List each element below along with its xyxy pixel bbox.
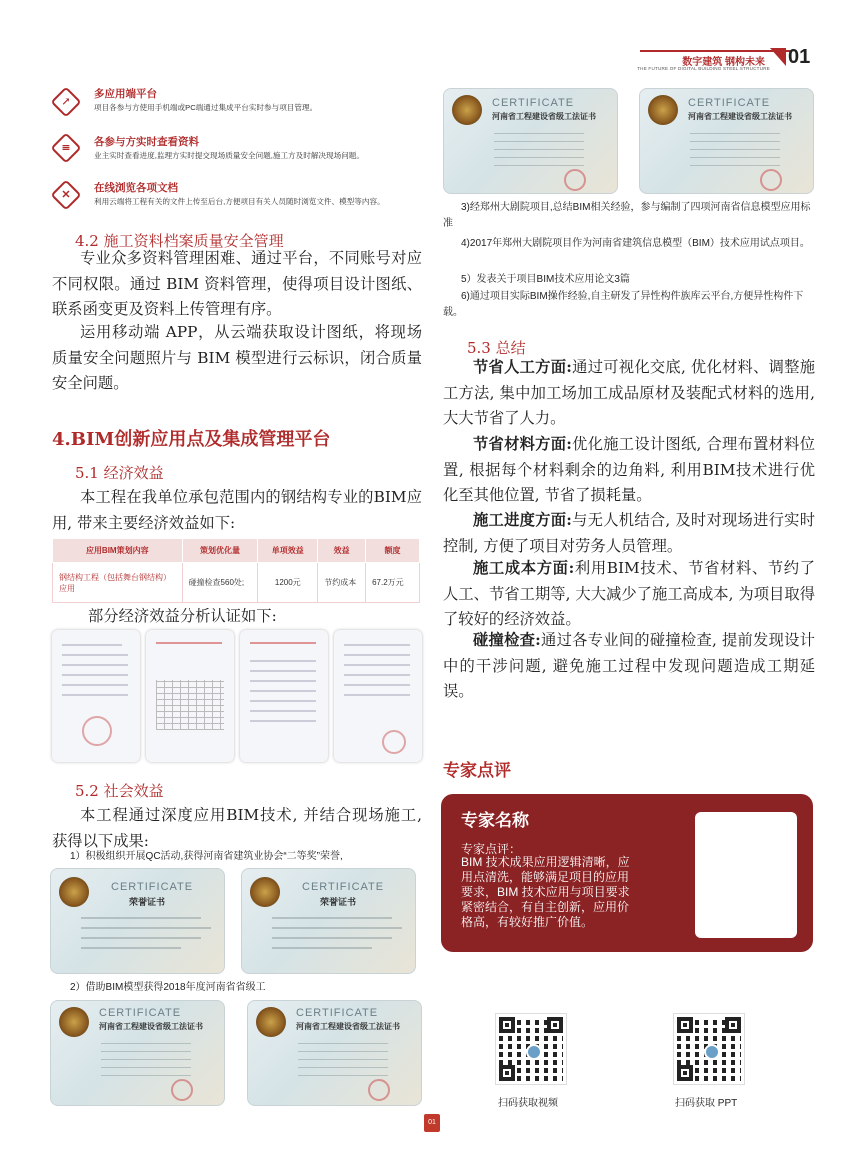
certificate-en-title: CERTIFICATE [111, 881, 194, 893]
summary-text: 利用BIM技术、节省材料、节约了人工、节省工期等, 大大减少了施工高成本, 为项目取得了较好的经济效益。 [443, 559, 815, 628]
table-header-cell: 应用BIM策划内容 [53, 539, 183, 563]
expert-comment-line: BIM 技术成果应用逻辑清晰，应 [461, 855, 630, 869]
summary-paragraph [443, 556, 815, 633]
expert-review-heading: 专家点评 [443, 761, 511, 780]
feature-desc: 项目各参与方使用手机端或PC端通过集成平台实时参与项目管理。 [94, 103, 318, 112]
expert-comment-line: 要求，BIM 技术应用与项目要求 [461, 885, 630, 899]
summary-text: 优化施工设计图纸, 合理布置材料位置, 根据每个材料剩余的边角料, 利用BIM技术进行优化至其他位置, 节省了损耗量。 [443, 435, 815, 504]
achievement-item-5: 5）发表关于项目BIM技术应用论文3篇 [461, 274, 630, 285]
summary-text: 通过可视化交底, 优化材料、调整施工方法, 集中加工场加工成品原材及装配式材料的选用, 大大节省了人力。 [443, 358, 815, 427]
certificate-document-image [52, 630, 140, 762]
certificate-cn-title: 荣誉证书 [320, 897, 357, 907]
table-header-cell: 单项效益 [258, 539, 318, 563]
ppt-qr-caption: 扫码获取 PPT [675, 1098, 738, 1109]
certificate-en-title: CERTIFICATE [296, 1007, 379, 1019]
expert-comment-line: 用点清洗，能够满足项目的应用 [461, 870, 630, 884]
construction-method-certificate-image [247, 1000, 422, 1106]
chart-up-icon: ↗ [50, 86, 81, 117]
achievement-item-6: 6)通过项目实际BIM操作经验,自主研发了异性构件族库云平台,方便异性构件下载。 [443, 291, 804, 318]
video-qr-code[interactable] [496, 1014, 566, 1084]
table-header-cell: 效益 [318, 539, 366, 563]
certificate-cn-title: 河南省工程建设省级工法证书 [688, 112, 792, 121]
certificate-en-title: CERTIFICATE [302, 881, 385, 893]
certificate-cn-title: 河南省工程建设省级工法证书 [99, 1022, 203, 1031]
certificate-en-title: CERTIFICATE [492, 97, 575, 109]
table-cell: 节约成本 [318, 563, 366, 603]
document-icon: ≡ [50, 132, 81, 163]
expert-comment-line: 紧密结合，有自主创新，应用价 [461, 900, 630, 914]
certificate-document-image [240, 630, 328, 762]
summary-paragraph [443, 355, 815, 432]
section-heading-4-2: 4.2 施工资料档案质量安全管理 [75, 232, 284, 250]
feature-title: 各参与方实时查看资料 [94, 136, 199, 148]
table-cell: 67.2万元 [366, 563, 420, 603]
section-heading-4: 4.BIM创新应用点及集成管理平台 [52, 429, 331, 450]
feature-title: 多应用端平台 [94, 88, 157, 100]
analysis-caption: 部分经济效益分析认证如下: [88, 607, 277, 625]
summary-label: 碰撞检查: [473, 631, 541, 649]
honor-certificate-image [50, 868, 225, 974]
ppt-qr-code[interactable] [674, 1014, 744, 1084]
achievement-item-2: 2）借助BIM模型获得2018年度河南省省级工 [70, 982, 266, 993]
expert-photo-placeholder [695, 812, 797, 938]
summary-paragraph [443, 432, 815, 509]
table-header-row [53, 539, 420, 563]
summary-paragraph [443, 628, 815, 705]
construction-method-certificate-image [443, 88, 618, 194]
video-qr-caption: 扫码获取视频 [498, 1098, 558, 1109]
table-header-cell: 策划优化量 [182, 539, 258, 563]
certificate-en-title: CERTIFICATE [688, 97, 771, 109]
summary-text: 与无人机结合, 及时对现场进行实时控制, 方便了项目对劳务人员管理。 [443, 511, 815, 555]
summary-label: 施工进度方面: [473, 511, 572, 529]
header-title: 数字建筑 钢构未来 [682, 57, 765, 68]
feature-desc: 业主实时查看进度,监理方实时提交现场质量安全问题,施工方及时解决现场问题。 [94, 151, 364, 160]
summary-label: 施工成本方面: [473, 559, 575, 577]
table-row [53, 563, 420, 603]
page-number-footer: 01 [424, 1114, 440, 1132]
section-heading-5-2: 5.2 社会效益 [75, 782, 164, 800]
economic-benefit-table [52, 538, 420, 603]
achievement-item-1: 1）积极组织开展QC活动,获得河南省建筑业协会“二等奖”荣誉, [70, 851, 343, 862]
table-header-cell: 额度 [366, 539, 420, 563]
paragraph: 运用移动端 APP，从云端获取设计图纸，将现场质量安全问题照片与 BIM 模型进行云标识，闭合质量安全问题。 [52, 323, 422, 392]
header-accent-triangle [770, 48, 786, 66]
paragraph: 本工程通过深度应用BIM技术, 并结合现场施工, 获得以下成果: [52, 806, 422, 850]
page-number-header: 01 [788, 46, 811, 68]
feature-desc: 利用云端将工程有关的文件上传至后台,方便项目有关人员随时浏览文件、模型等内容。 [94, 197, 385, 206]
expert-review-panel [441, 794, 813, 952]
tools-icon: ✕ [50, 179, 81, 210]
paragraph: 本工程在我单位承包范围内的钢结构专业的BIM应用, 带来主要经济效益如下: [52, 488, 422, 532]
expert-name: 专家名称 [461, 811, 529, 830]
certificate-document-image [334, 630, 422, 762]
header-subtitle: THE FUTURE OF DIGITAL BUILDING STEEL STRUCTURE [637, 66, 770, 71]
expert-label: 专家点评： [461, 842, 522, 856]
certificate-cn-title: 河南省工程建设省级工法证书 [492, 112, 596, 121]
table-cell: 碰撞检查560处; [182, 563, 258, 603]
certificate-cn-title: 荣誉证书 [129, 897, 166, 907]
summary-paragraph [443, 508, 815, 559]
feature-title: 在线浏览各项文档 [94, 182, 178, 194]
section-heading-5-3: 5.3 总结 [467, 339, 526, 357]
table-cell: 1200元 [258, 563, 318, 603]
table-cell: 钢结构工程（包括舞台钢结构）应用 [53, 563, 183, 603]
achievement-item-4: 4)2017年郑州大剧院项目作为河南省建筑信息模型（BIM）技术应用试点项目。 [461, 238, 810, 249]
construction-method-certificate-image [50, 1000, 225, 1106]
summary-label: 节省材料方面: [473, 435, 572, 453]
header-rule [640, 50, 790, 52]
certificate-en-title: CERTIFICATE [99, 1007, 182, 1019]
expert-comment [461, 855, 630, 930]
paragraph: 专业众多资料管理困难、通过平台，不同账号对应不同权限。通过 BIM 资料管理，使得项目设计图纸、联系函变更及资料上传管理有序。 [52, 249, 422, 318]
summary-text: 通过各专业间的碰撞检查, 提前发现设计中的干涉问题, 避免施工过程中发现问题造成工期延误。 [443, 631, 815, 700]
achievement-item-3: 3)经郑州大剧院项目,总结BIM相关经验，参与编制了四项河南省信息模型应用标准 [443, 202, 811, 229]
construction-method-certificate-image [639, 88, 814, 194]
expert-comment-line: 格高，有较好推广价值。 [461, 915, 594, 929]
section-heading-5-1: 5.1 经济效益 [75, 464, 164, 482]
summary-label: 节省人工方面: [473, 358, 572, 376]
certificate-cn-title: 河南省工程建设省级工法证书 [296, 1022, 400, 1031]
honor-certificate-image [241, 868, 416, 974]
certificate-document-image [146, 630, 234, 762]
